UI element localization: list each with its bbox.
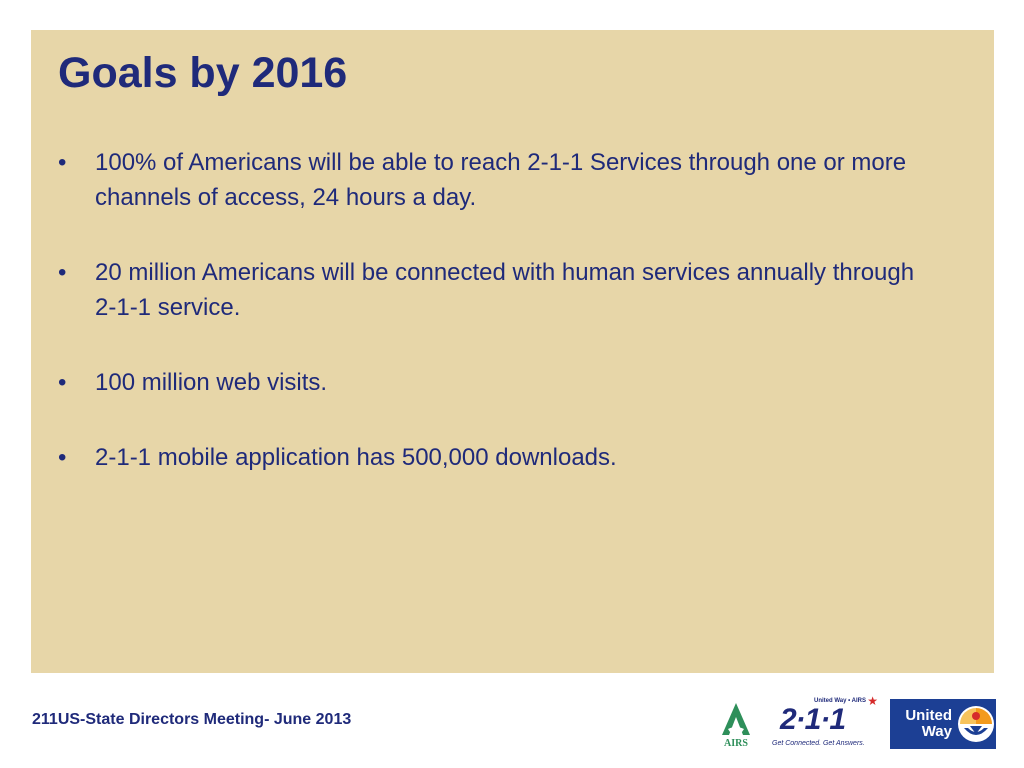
bullet-text: 100% of Americans will be able to reach 2-1-1 Services through one or more channels of access, 24 hours a day. (95, 149, 907, 211)
211-logo-icon (768, 694, 880, 749)
united-way-line2: Way (921, 723, 952, 740)
bullet-dot: • (58, 259, 67, 286)
bullet-item (58, 440, 938, 475)
footer-text: 211US-State Directors Meeting- June 2013 (32, 711, 352, 728)
airs-logo-icon (714, 699, 758, 749)
bullet-dot: • (58, 149, 67, 176)
united-way-line1: United (905, 707, 952, 724)
211-logo-tagline: Get Connected. Get Answers. (772, 740, 865, 747)
211-logo-top-line: United Way • AIRS (814, 698, 866, 704)
bullet-item (58, 145, 938, 215)
united-way-logo-icon (890, 699, 996, 749)
slide-title: Goals by 2016 (58, 49, 348, 97)
airs-logo-text: AIRS (724, 738, 748, 749)
bullet-dot: • (58, 444, 67, 471)
united-way-hand-icon (956, 704, 996, 744)
bullet-text: 100 million web visits. (95, 369, 328, 396)
bullet-item (58, 365, 938, 400)
united-way-logo-text (890, 708, 952, 740)
content-panel (31, 30, 994, 673)
211-logo-number: 2·1·1 (780, 703, 846, 736)
bullet-text: 20 million Americans will be connected with human services annually through 2-1-1 service. (95, 259, 915, 321)
bullet-dot: • (58, 369, 67, 396)
bullet-list (58, 145, 938, 515)
logo-strip (714, 694, 996, 749)
bullet-item (58, 255, 938, 325)
bullet-text: 2-1-1 mobile application has 500,000 downloads. (95, 444, 617, 471)
star-icon: ★ (867, 694, 878, 708)
